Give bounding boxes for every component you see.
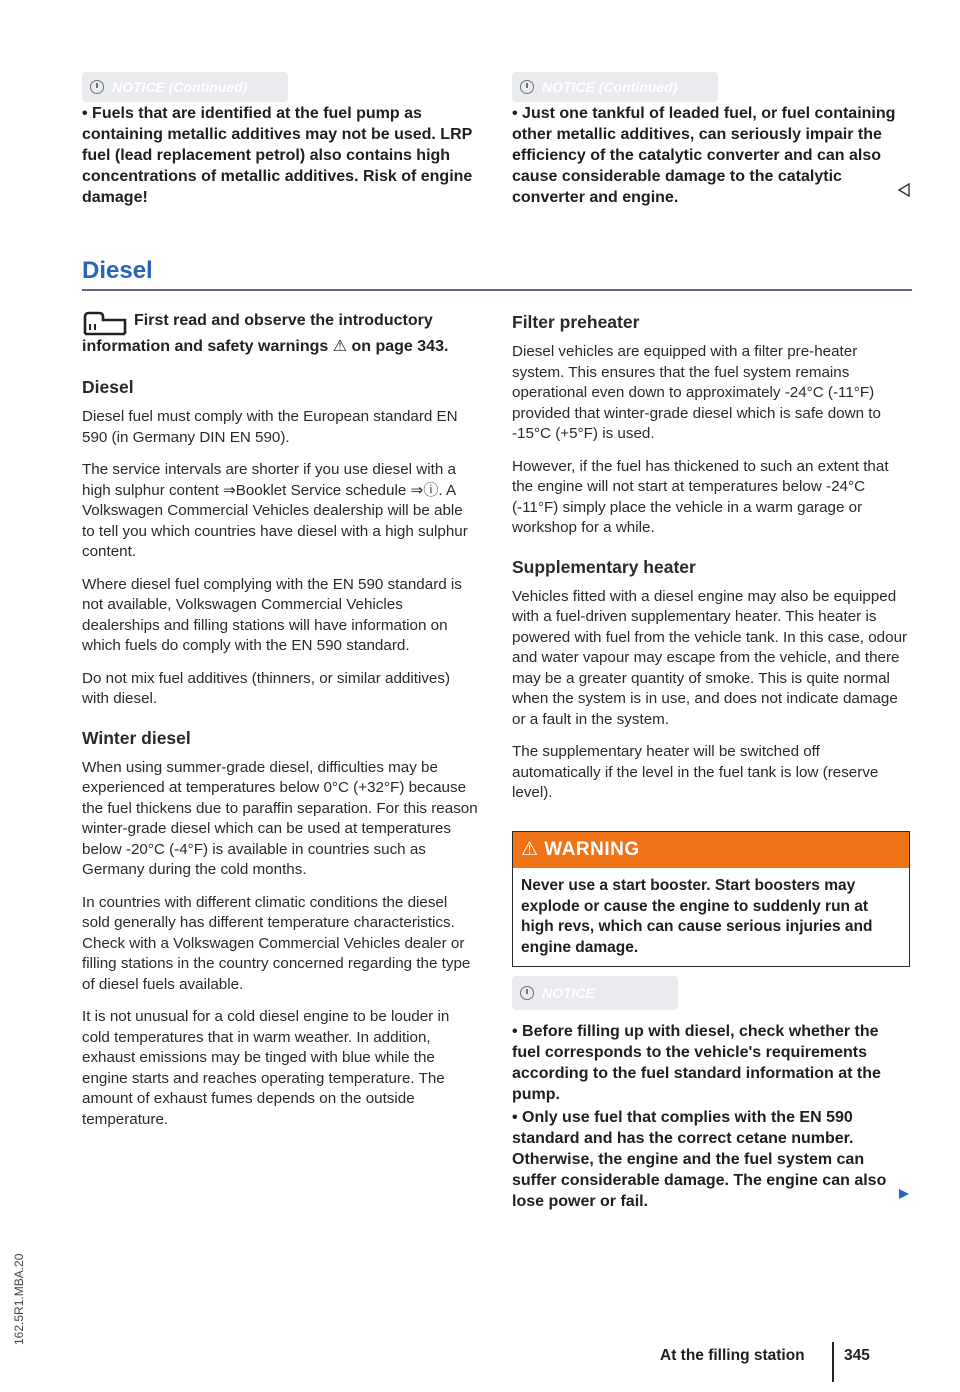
notice-bullet-en590: • Only use fuel that complies with the EN 590 standard and has the correct cetane number. Otherwise, the engine and the fuel system can suffer considerable damage. The engine can also lose power or fail. [512,1109,887,1210]
right-column [512,312,912,816]
heading-supplementary-heater: Supplementary heater [512,556,696,577]
warning-text: Never use a start booster. Start boosters may explode or cause the engine to suddenly run at high revs, which can cause serious injuries and engine damage. [521,877,873,956]
winter-paragraph: It is not unusual for a cold diesel engine to be louder in cold temperatures that in warm weather. In addition, exhaust emissions may be tinged with blue while the engine starts and reaches operating temperature. The amount of exhaust fumes depends on the outside temperature. [82,1008,450,1128]
notice-pill-label: NOTICE [542,985,595,1001]
page-number: 345 [844,1347,870,1364]
notice-bullet-metallic-additives: • Fuels that are identified at the fuel pump as containing metallic additives may not be used. LRP fuel (lead replacement petrol) also contains high concentrations of metallic additives. Risk of engine damage! [82,105,473,206]
footer-divider [832,1342,834,1382]
notice-icon [520,80,534,94]
notice-bullet-check-fuel: • Before filling up with diesel, check whether the fuel corresponds to the vehicle's requirements according to the fuel standard information at the pump. [512,1023,881,1103]
section-divider [82,289,912,291]
supp-paragraph: The supplementary heater will be switched off automatically if the level in the fuel tank is low (reserve level). [512,743,879,801]
notice-pill-label: NOTICE (Continued) [542,79,678,95]
filter-paragraph: However, if the fuel has thickened to such an extent that the engine will not start at temperatures below -24°C (-11°F) simply place the vehicle in a warm garage or workshop for a while. [512,457,889,536]
left-column [82,310,478,1142]
section-title: Diesel [82,257,153,284]
notice-continued-pill-right [512,72,718,102]
intro-note [82,310,478,357]
warning-header: ⚠ WARNING [513,832,909,868]
notice-continued-pill-left [82,72,288,102]
book-icon [82,310,128,336]
notice-bullet-leaded-fuel: • Just one tankful of leaded fuel, or fuel containing other metallic additives, can seriously impair the efficiency of the catalytic converter and can also cause considerable damage to the catalytic converter and engine. [512,105,896,206]
warning-box [512,831,910,967]
document-code: 162.5R1.MBA.20 [12,1253,26,1345]
diesel-paragraph: Do not mix fuel additives (thinners, or similar additives) with diesel. [82,669,451,707]
winter-paragraph: When using summer-grade diesel, difficulties may be experienced at temperatures below 0°C (+32°F) because the fuel thickens due to paraffin separation. For this reason winter-grade diesel which can be used at temperatures below -20°C (-4°F) is available in countries such as Germany during the cold months. [82,758,478,878]
heading-diesel: Diesel [82,377,134,397]
diesel-paragraph: Diesel fuel must comply with the European standard EN 590 (in Germany DIN EN 590). [82,408,458,446]
notice-icon [90,80,104,94]
diesel-paragraph: The service intervals are shorter if you use diesel with a high sulphur content ⇒Booklet Service schedule ⇒ⓘ. A Volkswagen Commercial Vehicles dealership will be able to tell you which countries have diesel with a high sulphur content. [82,461,468,560]
footer-chapter-title: At the filling station [660,1347,805,1364]
winter-paragraph: In countries with different climatic conditions the diesel sold generally has different temperature characteristics. Check with a Volkswagen Commercial Vehicles dealer or filling stations in the country concerned regarding the type of diesel fuels available. [82,893,471,993]
intro-text: First read and observe the introductory information and safety warnings ⚠ on page 343. [82,312,449,355]
filter-paragraph: Diesel vehicles are equipped with a filter pre-heater system. This ensures that the fuel system remains operational even down to approximately -24°C (-11°F) provided that winter-grade diesel which is safe down to -15°C (+5°F) is used. [512,343,881,442]
supp-paragraph: Vehicles fitted with a diesel engine may also be equipped with a fuel-driven supplementary heater. This heater is powered with fuel from the vehicle tank. In this case, odour and water vapour may escape from the vehicle, and there may be a greater quantity of smoke. This is quite normal when the system is in use, and does not indicate damage or a fault in the system. [512,587,908,728]
heading-filter-preheater: Filter preheater [512,312,640,332]
heading-winter-diesel: Winter diesel [82,727,191,748]
continued-arrow-icon [898,1188,910,1200]
notice-icon [520,986,534,1000]
notice-pill-label: NOTICE (Continued) [112,79,248,95]
notice-pill [512,976,678,1010]
diesel-paragraph: Where diesel fuel complying with the EN 590 standard is not available, Volkswagen Commercial Vehicles dealerships and filling stations will have information on which fuels do comply with the EN 590 standard. [82,575,462,654]
end-of-section-arrow-icon [898,183,910,197]
